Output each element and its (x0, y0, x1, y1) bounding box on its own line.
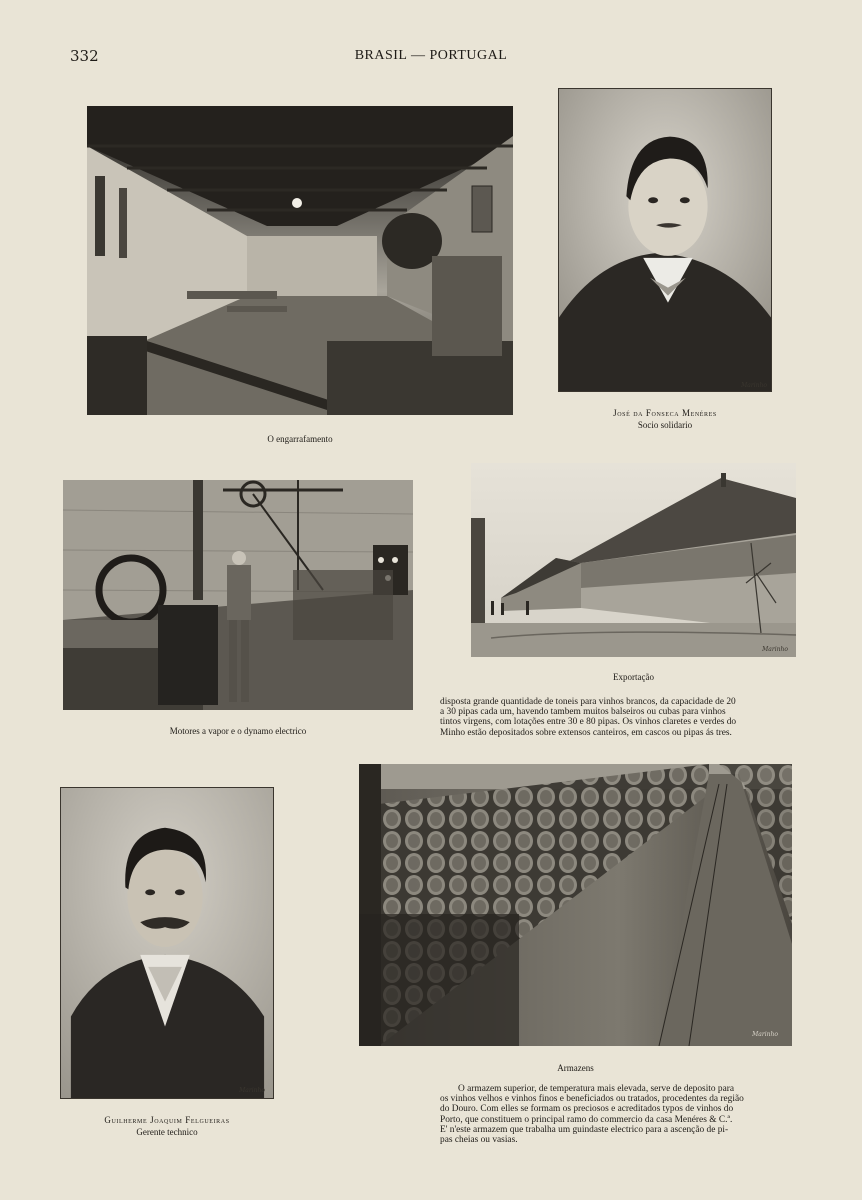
portrait-meneres-caption (558, 407, 772, 431)
portrait-meneres-role: Socio solidario (637, 420, 693, 430)
portrait-felgueiras-caption (60, 1114, 274, 1138)
cellars-caption: Armazens (557, 1063, 594, 1073)
paragraph-2-line: os vinhos velhos e vinhos finos e beneficiados ou tratados, procedentes da região (440, 1094, 744, 1105)
paragraph-2 (440, 1084, 794, 1145)
paragraph-1-line: tintos virgens, com lotações entre 30 e 80 pipas. Os vinhos claretes e verdes do (440, 717, 737, 728)
cellars-photo (359, 764, 792, 1046)
portrait-meneres-signature: Marinho (741, 382, 767, 389)
cellars-signature: Marinho (752, 1031, 778, 1038)
portrait-meneres-name: José da Fonseca Menéres (613, 408, 717, 418)
portrait-felgueiras-name: Guilherme Joaquim Felgueiras (104, 1115, 230, 1125)
bottling-hall-photo (87, 106, 513, 415)
portrait-meneres (558, 88, 772, 392)
steam-engine-caption: Motores a vapor e o dynamo electrico (169, 726, 307, 736)
running-title: BRASIL — PORTUGAL (354, 48, 508, 63)
paragraph-1-line: Minho estão depositados sobre extensos canteiros, em cascos ou pipas ás tres. (440, 727, 732, 738)
paragraph-1 (440, 697, 794, 738)
export-building-signature: Marinho (762, 646, 788, 653)
paragraph-1-line: disposta grande quantidade de toneis para vinhos brancos, da capacidade de 20 (440, 697, 736, 707)
export-building-caption: Exportação (613, 672, 654, 682)
steam-engine-photo (63, 480, 413, 710)
paragraph-2-line: pas cheias ou vasias. (440, 1135, 518, 1146)
paragraph-2-line: E' n'este armazem que trabalha um guindaste electrico para a ascenção de pi- (440, 1124, 729, 1135)
portrait-felgueiras (60, 787, 274, 1099)
portrait-felgueiras-role: Gerente technico (136, 1127, 198, 1137)
paragraph-2-line: do Douro. Com elles se formam os preciosos e acreditados typos de vinhos do (440, 1104, 734, 1115)
paragraph-2-line: Porto, que constituem o principal ramo do commercio da casa Menéres & C.ª. (440, 1114, 733, 1125)
bottling-hall-caption: O engarrafamento (267, 434, 333, 444)
export-building-photo (471, 463, 796, 657)
paragraph-1-line: a 30 pipas cada um, havendo tambem muitos balseiros ou cubas para vinhos (440, 707, 726, 718)
page-number: 332 (70, 47, 99, 65)
portrait-felgueiras-signature: Marinho (239, 1087, 265, 1094)
paragraph-2-line: O armazem superior, de temperatura mais elevada, serve de deposito para (458, 1084, 735, 1094)
